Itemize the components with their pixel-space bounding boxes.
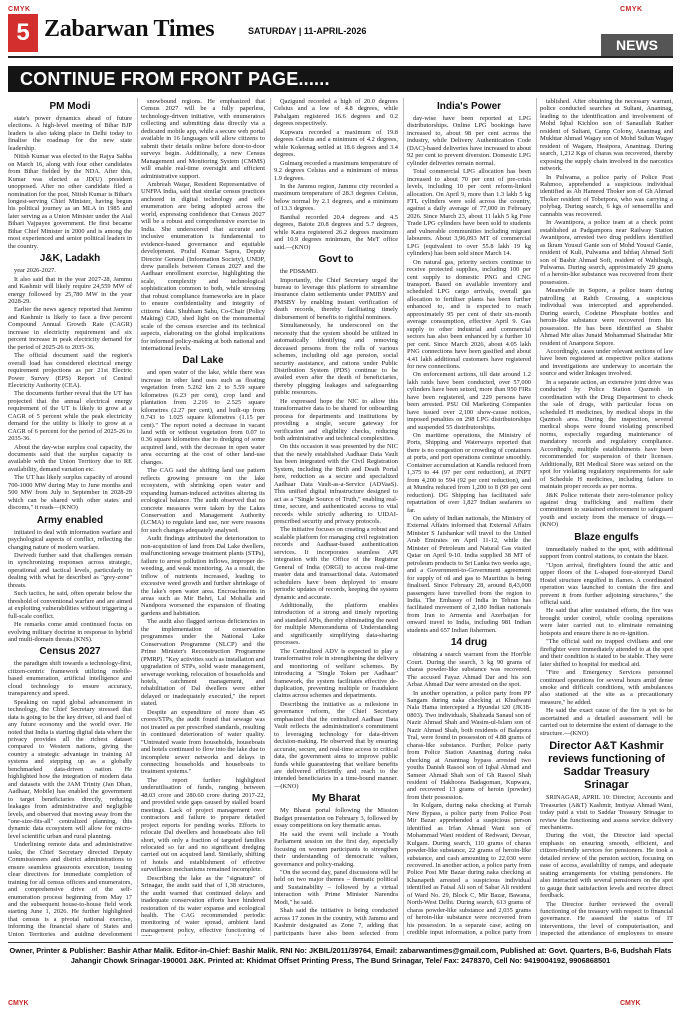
- article-paragraph: The CAG said the shifting land use pattern reflects growing pressure on the lake ecosystem, with shrinking open water and expanding human-induced activities altering its ecological balance. The audit observed that no concrete measures were taken by the Lakes Conservation and Management Authority (LCMA) to regulate land use, nor were reasons for such changes adequately analysed.: [141, 467, 265, 534]
- column-rule: [403, 98, 404, 936]
- article-paragraph: In the Jammu region, Jammu city recorded a maximum temperature of 28.3 degrees Celsius, below normal by 2.1 degrees, and a minimum of 13.3 degrees.: [274, 182, 398, 213]
- article-paragraph: In Kulgam, during naka checking at Furrah New Bypass, a police party from Police Post Mir Bazar apprehended a suspicious person identified as Irfan Ahmad Wani son of Mohammad Wani resident of Redwani, Devsar, Kulgam. During search, 110 grams of charas powder-like substance, 22 grams of heroin-like substance, and cash amounting to 22,030 were recovered. In another action, a police party from Police Post Mir Bazar during naka checking at Khanapeth arrested a suspicious individual identified as Faisal Ali son of Sabar Ali resident of Ward No. 29, Block C, Mir Bazar, Bawana, North-West Delhi. During search, 613 grams of charas powder-like substance and 2,035 grams of heroin-like substance were recovered from his possession. In a separate case, acting on credible input information, a police party from: [407, 802, 531, 936]
- cmyk-mark-right: CMYK: [620, 6, 643, 13]
- article-paragraph: The UT has likely surplus capacity of around 700-1000 MW during May to June months and 500 MW from July to September in 2028-29 which can be shared with other states and discoms," it reads—(KNO): [8, 474, 132, 512]
- article-paragraph: "The official said no trapped civilians and one firefighter were immediately attended to at the spot and their condition is stated to be stable. They were later shifted to hospital for medical aid.: [540, 638, 673, 668]
- article-paragraph: In Pulwama, a police party of Police Post Rahmoo, apprehended a suspicious individual identified as Ab Hameed Thoker son of Gh Ahmad Thoker resident of Tobetpora, who was carrying a polybag. During search, 6 kgs of sensemillia and cannabis was recovered.: [540, 173, 673, 218]
- column-4: [407, 98, 531, 936]
- article-paragraph: tablished. After obtaining the necessary warrant, police conducted searches at Sultani, Anantnag, leading to the identification and involvement of Mohd Iqbal Kichloo son of Sanaullah Rather resident of Sultani, Camp Colony, Anantnag and Mukhtar Ahmad Wagay son of Mohd Sultan Wagay resident of Wagam, Heatpora, Anantnag. During search, 1,212 Kgs of charas was recovered, thereby exposing the supply chain involved in the narcotics network.: [540, 98, 673, 173]
- imprint-line-1: Owner, Printer & Publisher: Bashir Athar Malik. Editor-in-Chief: Bashir Malik. RNI No: JKBIL/2011/39764, Email: zabarwantimes@gmail.com, Published at: Govt. Quarters, B-6, Budshah Flats: [9, 946, 672, 955]
- article-paragraph: Describing the initiative as a milestone in governance reform, the Chief Secretary emphasized that the centralized Aadhaar Data Vault reflects the administration's commitment to leveraging technology for data-driven decision-making. He observed that by ensuring accurate, secure, and real-time access to critical data, the government aims to improve public funds while guaranteeing that welfare benefits are delivered efficiently and reach to the intended beneficiaries in a time-bound manner.—(KNO): [274, 700, 398, 790]
- article-paragraph: Total commercial LPG allocation has been increased to about 70 per cent of pre-crisis levels, including 10 per cent reform-linked allocation. On April 9, more than 1.3 lakh 5 kg FTL cylinders were sold across the country, against a daily average of 77,000 in February 2026. Since March 23, about 11 lakh 5 kg Free Trade LPG cylinders have been sold to students and vulnerable communities including migrant labourers. About 3,96,093 MT of commercial LPG (equivalent to over 55.8 lakh 19 kg cylinders) has been sold since March 14.: [407, 168, 531, 258]
- article-paragraph: "Fire and Emergency Services personnel continued operations for several hours amid dense smoke and difficult conditions, with ambulances also stationed at the site as a precautionary measure," he added.: [540, 669, 673, 706]
- article-paragraph: Underlining remote data and administrative tasks, the Chief Secretary directed Deputy Commissioners and district administrations to ensure seamless grassroots execution, issuing clear directives for immediate completion of training for all census officers and enumerators, and comprehensive drive of the self-enumeration process beginning from May 17 and the subsequent house-to-house field work starting June 1, 2026. He further highlighted that census is a pivotal national exercise, informing the financial share of States and Union Territories and guiding development: [8, 841, 132, 936]
- article-paragraph: The report further highlighted underutilisation of funds, ranging between 48.03 crore and 280.60 crore during 2017-22, and provided wide gaps caused by stalled board meetings. Lack of project management over contractors and failure to prepare detailed project reports for pending works. Efforts to relocate Dal dwellers and houseboats also fell short, with only a fraction of targeted families relocated so far and no significant dredging carried out on acquired land. Similarly, shifting of hotels and establishment of effective surveillance mechanisms remained incomplete.: [141, 776, 265, 874]
- cmyk-mark: CMYK: [8, 6, 31, 13]
- article-paragraph: Speaking on rapid global advancement in technology, the Chief Secretary stressed that data is going to be the key driver, oil and fuel of any future economy and the world over. He noted that India is starting digital data where the privacy provides all the richest dataset compared to Western nations, giving the country a strategic advantage in training AI systems and stepping up as a globally benchmarked data-driven nation. He highlighted how the integration of modern data and datasets with the JAM Trinity (Jan Dhan, Aadhaar, Mobile) has enabled the government to target beneficiaries directly, reducing leakages from administrative and negligible levels, and observed that moving away from the "one-size-fits-all" centralized planning, this dynamic data ecosystem will allow for micro-level scientific urban and rural planning.: [8, 698, 132, 840]
- article-paragraph: Nitish Kumar was elected to the Rajya Sabha on March 16, along with four other candidates from Bihar fielded by the NDA. After this, Kumar was elected as JD(U) president unopposed. After no other candidate filed a nomination for the post, Nitish Kumar is Bihar's longest-serving Chief Minister, having begun his political journey as an MLA in 1985 and later serving as a Union Minister under the Atal Bihari Vajpayee government. He first became Bihar Chief Minister in 2000 and is among the most experienced and senior political leaders in the country.: [8, 153, 132, 250]
- article-paragraph: year 2026-2027.: [14, 267, 56, 275]
- article-paragraph: Kupwara recorded a maximum of 19.8 degrees Celsius and a minimum of 4.2 degrees, while Kokernag settled at 18.6 degrees and 3.4 degrees.: [274, 128, 398, 159]
- article-paragraph: the paradigm shift towards a technology-first, citizen-centric framework utilizing mobile-based enumeration, artificial intelligence and cloud technology to ensure accuracy, transparency and speed.: [8, 660, 132, 698]
- article-paragraph: Audit findings attributed the deterioration to non-acquisition of land from Dal Lake dwellers, malfunctioning sewage treatment plants (STPs), failure to arrest pollution inflows, improper de-weeding, and weak monitoring. As a result, the inflow of nutrients increased, leading to excessive weed growth and further shrinkage of the lake's open water area. Encroachments in areas such as Mir Behri, Lal Mohalla and Nandpora worsened the expansion of floating gardens and habitation.: [141, 535, 265, 617]
- article-paragraph: Additionally, the platform enables introduction of a strong and timely reporting and standard APIs, thereby eliminating the need for multiple Memorandums of Understanding and significantly simplifying data-sharing processes.: [274, 602, 398, 647]
- article-paragraph: On enforcement actions, till date around 1.2 lakh raids have been conducted, over 57,000 cylinders have been seized, more than 950 FIRs have been registered, and 229 persons have been arrested. PSU Oil Marketing Companies have issued over 2,100 show-cause notices, imposed penalties on 298 LPG distributorships and suspended 55 distributorships.: [407, 371, 531, 431]
- article-paragraph: Shah said the initiative is being conducted across 17 zones in the country, with Jammu and Kashmir designated as Zone 7, adding that participants have also been selected from: [274, 907, 398, 936]
- article-paragraph: He said the event will include a Youth Parliament session on the first day, especially focusing on women participants to strengthen their understanding of democratic values, governance and policy-making.: [274, 830, 398, 868]
- article-paragraph: On this occasion it was presented by the NIC that the newly established Aadhaar Data Vault has been integrated with the Civil Registration System, including the Birth and Death Portal here, reduction as a secure and specialized Aadhaar Data Vault-as-a-Service (ADVaaS). This unified digital infrastructure designed to act as a "Single Source of Truth," enabling real-time, secure, and authenticated access to vital records while strictly adhering to UIDAI-prescribed security and privacy protocols.: [274, 443, 398, 526]
- page-header: [0, 0, 680, 60]
- article-heading-govt: Govt to: [318, 254, 354, 266]
- cmyk-mark-bottom-right: CMYK: [620, 1000, 641, 1007]
- article-heading-dal-lake: Dal Lake: [182, 355, 224, 367]
- imprint-footer: [8, 946, 673, 966]
- article-paragraph: The official document said the region's overall load has considered electrical energy requirement projections as per 21st Electric Power Survey (EPS) Report of Central Electricity Authority (CEA).: [8, 352, 132, 389]
- article-paragraph: the PDS&MD.: [280, 268, 318, 276]
- footer-divider: [8, 942, 673, 943]
- article-paragraph: During the visit, the Director laid special emphasis on ensuring smooth, efficient, and citizen-friendly services for pensioners. He took a detailed review of the pension section, focusing on ease of access, availability of ramps, and adequate seating arrangements for visiting pensioners. He also interacted with several pensioners on the spot to gauge their satisfaction levels and receive direct feedback.: [540, 832, 673, 900]
- article-paragraph: He said that after sustained efforts, the fire was brought under control, while cooling operations were later carried out to eliminate remaining hotspots and ensure there is no re-ignition.: [540, 607, 673, 637]
- article-paragraph: "Upon arrival, firefighters found the attic and upper floors of the L-shaped four-storeyed Darul Hostel structure engulfed in flames. A coordinated operation was launched to contain the fire and prevent it from further adjoining structures," the official said.: [540, 561, 673, 606]
- article-paragraph: Despite an expenditure of more than 45 crores/STPs, the audit found that sewage was not treated as per prescribed standards, resulting in continued deterioration of water quality. "Untreated waste from households, houseboats and hotels continued to flow into the lake due to incomplete sewer networks and delays in connecting households and houseboats to treatment systems.": [141, 708, 265, 776]
- article-paragraph: He expressed hope the NIC to allow this transformative data to be shared for onboarding process for departments and institutions by providing a single, secure gateway for verification and eligibility checks, reducing both administrative and technical complexities.: [274, 397, 398, 443]
- article-paragraph: immediately rushed to the spot, with additional support from control stations, to contain the blaze.: [540, 545, 673, 561]
- article-paragraph: In a separate action, an extensive joint drive was conducted by Police Station Qazmoh in coordination with the Drug Department to check the sale of drugs, with particular focus on scheduled H medicines, by medical shops in the Qazmoh area. During the inspection, several medical shops were found violating prescribed norms, especially regarding maintenance of mandatory records and regulatory compliance. Accordingly, multiple establishments have been recommended for suspension of their licenses. Additionally, RH Medical Store was seized on the spot for violating regulatory requirements for sale of Schedule H medicines, including failure to maintain proper records as per norms.: [540, 378, 673, 491]
- section-label: NEWS: [601, 34, 673, 56]
- article-paragraph: Such tactics, he said, often operate below the threshold of conventional warfare and are aimed at exploiting vulnerabilities without triggering a full-scale conflict.: [8, 590, 132, 620]
- page-banner: CONTINUE FROM FRONT PAGE......: [8, 66, 673, 92]
- article-paragraph: SRINAGAR, APRIL 10: Director, Accounts and Treasuries (A&T) Kashmir, Imtiyaz Ahmad Wani, today paid a visit to Saddar Treasury Srinagar to review the functioning and assess service delivery mechanisms.: [540, 794, 673, 831]
- article-paragraph: Accordingly, cases under relevant sections of law have been registered at respective police stations and investigations are underway to ascertain the source and wider linkages involved.: [540, 347, 673, 378]
- article-paragraph: About the day-wise surplus coal capacity, the documents said that the surplus capacity is available with the Union Territory due to RE availability, demand variation etc.: [8, 443, 132, 473]
- article-paragraph: It also said that in the year 2027-28, Jammu and Kashmir will likely require 24,559 MW of energy followed by 25,780 MW in the year 2028-29.: [8, 275, 132, 305]
- article-paragraph: Dwivedi further said that challenges remain in synchronizing responses across strategic, operational and tactical levels, particularly in dealing with what he described as "grey-zone" threats.: [8, 552, 132, 589]
- column-3: [274, 98, 398, 936]
- article-paragraph: J&K Police reiterate their zero-tolerance policy against drug trafficking and reaffirm their commitment to sustained enforcement to safeguard youth and society from the menace of drugs.—(KNO): [540, 491, 673, 529]
- article-paragraph: Meanwhile in Sopore, a police team during patrolling at Rahib Crossing, a suspicious individual was intercepted and apprehended. During search, Codeine Phosphate bottles and heroin-like substance were recovered from his possession. He has been identified as Shabir Ahmad Mir alias Junaid Mohammad Shatradar Mir resident of Ananpora Sopore.: [540, 287, 673, 347]
- article-paragraph: Banihal recorded 20.4 degrees and 4.5 degrees, Batote 20.8 degrees and 5.7 degrees, while Katra registered 26.2 degrees maximum and 10.9 degrees minimum, the MeT office said.—(KNO): [274, 213, 398, 251]
- article-paragraph: snowbound regions. He emphasized that Census 2027 will be a fully paperless, technology-driven initiative, with enumerators collecting and submitting data directly via a dedicated mobile app, while a secure web portal available in 16 languages will allow citizens to submit their details online before door-to-door surveys begin. Additionally, a new Census Management and Monitoring System (CMMS) will enable real-time oversight and efficient administrative support.: [141, 98, 265, 180]
- column-rule: [137, 98, 138, 936]
- article-paragraph: Qazigund recorded a high of 20.0 degrees Celsius and a low of 4.8 degrees, while Pahalgam registered 16.6 degrees and 0.2 degrees respectively.: [274, 98, 398, 128]
- article-paragraph: The audit also flagged serious deficiencies in the implementation of conservation programmes under the National Lake Conservation Programme (NLCP) and the Prime Minister's Reconstruction Programme (PMRP). "Key activities such as installation and upgradation of STPs, solid waste management, sewerage working, relocation of households and hotels, catchment management, and rehabilitation of Dal dwellers were either delayed or inadequately executed," the report stated.: [141, 618, 265, 708]
- article-paragraph: He remarks come amid continued focus on evolving military doctrine in response to hybrid and multi-domain threats.(KNS).: [8, 621, 132, 643]
- article-heading-blaze: Blaze engulfs: [574, 531, 639, 543]
- article-paragraph: The documents further reveal that the UT has projected that the annual electrical energy requirement of the UT is likely to grow at a CAGR of 5 percent while the peak electricity demand for the utility is likely to grow at a CAGR of 6 percent for the period of 2025-26 to 2035-36.: [8, 390, 132, 443]
- page-number: 5: [8, 14, 38, 52]
- article-paragraph: The Director further reviewed the overall functioning of the treasury with respect to financial governance. He assessed the status of IT interventions, the level of computerisation, and inspected the attendance of employees to ensure: [540, 900, 673, 936]
- article-paragraph: The Centralized ADV is expected to play a transformative role in strengthening the delivery and monitoring of welfare schemes. By introducing a "Single Token per Aadhaar" framework, the system facilitates effective de-duplication, preventing multiple or fraudulent claims across schemes and departments.: [274, 647, 398, 700]
- article-paragraph: and open water of the lake, while there was increase in other land uses such as floating vegetation from 5.262 km 2 to 5.59 square kilometres (6.23 per cent), crop land and plantation from 2.216 to 2.525 square kilometres (2.27 per cent), and built-up from 0.743 to 1.025 square kilometres (1.15 per cent)." The report noted a decrease in vacant land with or without vegetation from 0.07 to 0.36 square kilometres due to dredging of some acquired land, with the decrease in open water area occurring at the cost of other land-use changes.: [141, 369, 265, 466]
- column-2: [141, 98, 265, 936]
- column-1: [8, 98, 132, 936]
- dateline: SATURDAY | 11-APRIL-2026: [248, 26, 367, 36]
- article-paragraph: He said the exact cause of the fire is yet to be ascertained and a detailed assessment will be carried out to determine the extent of damage to the structure.—(KNO): [540, 707, 673, 737]
- article-heading-pm-modi: PM Modi: [49, 101, 91, 112]
- article-paragraph: Describing the lake as the "signature" of Srinagar, the audit said that of 1,38 structures, the audit warned that continued delays and inadequate conservation efforts have hindered restoration of its water expanse and ecological health. The CAG recommended periodic monitoring of water spread, ambient land management policy, effective functioning of: [141, 874, 265, 934]
- article-paragraph: In another operation, a police party from PP Sangam during naka checking at Khudwani Nala Hama intercepted a Hyundai i20 (JK18-0803). Two individuals, Shahzada Sanaul son of Nazir Ahmad Shah and Wasim-ul-Islam son of Nazir Ahmad Shah, both residents of Balapora Tral, were found in possession of 4.88 grams of charas-like substance. Further, Police party from Police Station Anantnag during naka checking at Anantnag bypass arrested two youths Danish Rasool son of Iqbal Ahmad and Sameer Ahmad Shah son of Gh Rasool Shah resident of Hakhoora Badagoman, Kupwara, and recovered 13 grams of heroin (powder) from their possession.: [407, 689, 531, 801]
- article-paragraph: obtaining a search warrant from the Hon'ble Court. During the search, 3 kg 90 grams of charas powder-like substance was recovered. The accused Fayaz Ahmad Dar and his son Arbaz Ahmad Dar were arrested on the spot.: [407, 651, 531, 689]
- article-heading-drug: 14 drug: [450, 637, 488, 649]
- article-paragraph: On safety of Indian nationals, the Ministry of External Affairs informed that External Affairs Minister S Jaishankar will travel to the United Arab Emirates on April 11-12, while the Minister of Petroleum and Natural Gas visited Qatar on April 9-10. India supplied 38 MT of petroleum products to Sri Lanka two weeks ago, and a Government-to-Government agreement for supply of oil and gas to Mauritius is being finalised. Since February 28, around 8,43,000 passengers have travelled from the region to India. The Embassy of India in Tehran has facilitated movement of 2,180 Indian nationals from Iran to Armenia and Azerbaijan for onward travel to India, including 981 Indian students and 657 Indian fishermen.: [407, 515, 531, 634]
- imprint-line-2: Jahangir Chowk Srinagar-190001 J&K. Printed at: Khidmat Offset Printing Press, The Bund Srinagar, Tele/ Fax: 2478370, Cell No: 9419004192, 9906868501: [70, 956, 611, 965]
- article-heading-director: Director A&T Kashmir reviews functioning of Saddar Treasury Srinagar: [548, 740, 665, 792]
- article-paragraph: The initiative focuses on creating a robust and scalable platform for managing civil registration records and Aadhaar-based authentication services. It incorporates seamless API integration with the Office of the Registrar General of India (ORGI) to access real-time master data and transactional data. Automated schedulers have been deployed to ensure periodic updates of records, keeping the system dynamic and accurate.: [274, 526, 398, 601]
- column-rule: [536, 98, 537, 936]
- article-heading-jk-ladakh: J&K, Ladakh: [39, 253, 101, 265]
- article-paragraph: Simultaneously, he underscored on the necessity that the system should be utilized in automatically identifying and removing deceased persons from the rolls of various schemes, including old age pension, social security assistance, and rations under Public Distribution System (PDS) continue to be availed even after the death of beneficiaries, thereby plugging leakages and safeguarding public resources.: [274, 322, 398, 397]
- article-paragraph: Earlier the news agency reported that Jammu and Kashmir is likely to face a five percent Compound Annual Growth Rate (CAGR) increase in electricity requirement and six percent increase in peak electricity demand for the period of 2025-26 to 2035-36.: [8, 306, 132, 351]
- article-paragraph: On maritime operations, the Ministry of Ports, Shipping and Waterways reported that there is no congestion or crowding of containers at ports, and port operations continue smoothly. Container accumulation at Kandla reduced from 1,375 to 44 (97 per cent reduction), at JNPT from 4,200 to 594 (92 per cent reduction), and at Mundra reduced from 1,200 to 8 (99 per cent reduction). DG Shipping has facilitated safe repatriation of over 1,827 Indian seafarers so far.: [407, 432, 531, 514]
- article-paragraph: In Awantipora, a police team at a check point established at Padgampora near Railway Station Awantipora, arrested two drug peddlers identified as Ikram Yousuf Ganie son of Mohd Yousuf Ganie, resident of Kuli, Pulwama and Ishfaq Ahmad Sofi son of Bashir Ahmad Sofi, resident of Wahibugh, Pulwama. During search, approximately 29 grams of a heroin-like substance was recovered from their possession.: [540, 219, 673, 286]
- article-paragraph: day-wise have been reported at LPG distributorships. Online LPG bookings have increased to, about 98 per cent across the industry, while Delivery Authentication Code (DAC)-based deliveries have increased to about 92 per cent to prevent diversion. Domestic LPG cylinder deliveries remain normal.: [407, 115, 531, 167]
- article-paragraph: "On the second day, panel discussions will be held on two major themes – thematic political and Sustainability – followed by a virtual interaction with Prime Minister Narendra Modi," he said.: [274, 868, 398, 906]
- article-paragraph: Gulmarg recorded a maximum temperature of 9.2 degrees Celsius and a minimum of minus 1.9 degrees.: [274, 159, 398, 182]
- article-heading-census: Census 2027: [39, 646, 101, 658]
- article-paragraph: My Bharat portal following the Mission Budget presentation on February 3, followed by essay competitions on key thematic areas.: [274, 807, 398, 830]
- article-heading-indias-power: India's Power: [436, 101, 502, 112]
- cmyk-mark-bottom: CMYK: [8, 1000, 29, 1007]
- masthead-title: Zabarwan Times: [44, 16, 215, 42]
- article-paragraph: Importantly, the Chief Secretary urged the bureau to leverage this platform to streamline insurance claim settlements under PMJBY and PMSBY by enabling instant verification of death records, thereby facilitating timely disbursement of benefits to rightful nominees.: [274, 276, 398, 321]
- column-rule: [270, 98, 271, 936]
- article-paragraph: Ambreah Waqar, Resident Representative of UNFPA India, said that similar census practices anchored in digital technology and self-enumeration are being adopted across the world, expressing confidence that Census 2027 will be a robust and comprehensive exercise in India. She underscored that accurate and inclusive enumeration is fundamental to evidence-based governance and equitable development. Praful Kumar Sapra, Deputy Director General (Information Society), UNDP, drew parallels between Census 2027 and the Aadhaar enrollment exercise, highlighting the scale, complexity and technological sophistication common to both, while stressing that robust compliance frameworks are in place to ensure confidentiality and integrity of citizens' data. Shubham Sahu, Co-Chair (Policy Making) CJD, shed light on the monumental scale of the census exercise and its technical aspects, elaborating on the global implications for informed policy-making at both national and international levels.: [141, 180, 265, 352]
- article-paragraph: initiated to deal with information warfare and psychological aspects of conflict, reflecting the changing nature of modern warfare.: [8, 528, 132, 551]
- header-divider: [8, 56, 673, 58]
- article-paragraph: On natural gas, priority sectors continue to receive protected supplies, including 100 per cent supply to domestic PNG and CNG transport. Based on available inventory and scheduled LPG cargo arrivals, overall gas allocation to fertiliser plants has been further enhanced to, and is expected to reach approximately 95 per cent of their six-month average consumption, effective April 9. Gas supply to other industrial and commercial sectors has also been enhanced by a further 10 per cent. Since March 2026, about 4.05 lakh PNG connections have been gasified and about 4.41 lakh additional customers have registered for new connections.: [407, 258, 531, 370]
- column-5: [540, 98, 673, 936]
- article-heading-army: Army enabled: [36, 514, 104, 526]
- article-heading-my-bharat: My Bharat: [311, 793, 361, 805]
- article-paragraph: state's power dynamics ahead of future elections. A high-level meeting of Bihar BJP leaders is also taking place in Delhi today to finalise the roadmap for the new state leadership.: [8, 115, 132, 152]
